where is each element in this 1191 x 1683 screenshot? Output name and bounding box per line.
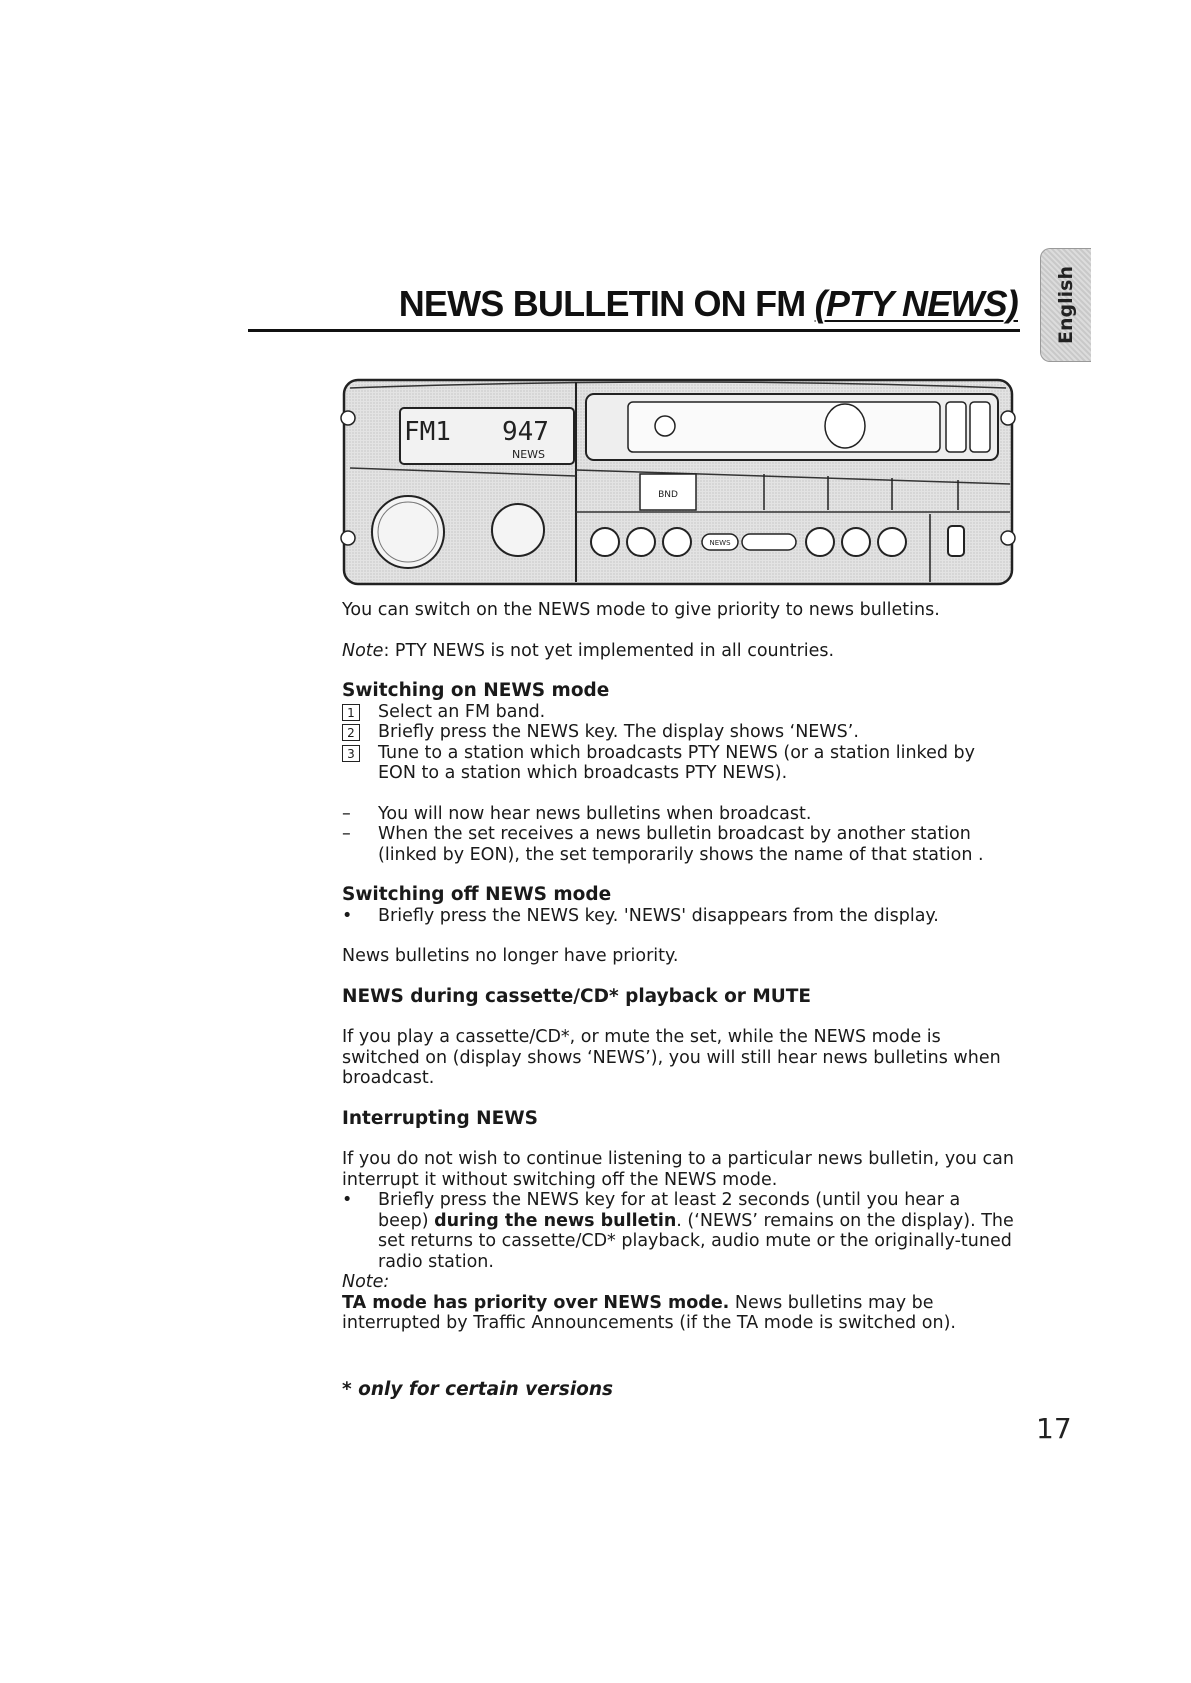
step-text: Briefly press the NEWS key. The display shows ‘NEWS’. [378, 722, 859, 742]
title-underline [248, 329, 1020, 332]
interrupt-bullet [342, 1190, 1014, 1272]
step-text: Select an FM band. [378, 701, 546, 722]
step-2 [342, 722, 1014, 743]
step-number-box: 1 [342, 704, 360, 721]
cassette-paragraph: If you play a cassette/CD*, or mute the set, while the NEWS mode is switched on (display shows ‘NEWS’), you will still hear news bulletins when broadcast. [342, 1027, 1001, 1088]
switch-off-after: News bulletins no longer have priority. [342, 946, 679, 966]
bullet-item [342, 906, 1014, 927]
car-radio-illustration [340, 378, 1016, 586]
step-text: Tune to a station which broadcasts PTY NEWS (or a station linked by EON to a station which broadcasts PTY NEWS). [378, 742, 975, 783]
cassette-heading: NEWS during cassette/CD* playback or MUTE [342, 985, 812, 1007]
interrupt-heading: Interrupting NEWS [342, 1107, 538, 1129]
result-text: You will now hear news bulletins when broadcast. [378, 803, 812, 824]
result-item [342, 804, 1014, 825]
news-key-label: NEWS [709, 539, 731, 547]
title-italic-text: (PTY NEWS) [814, 283, 1018, 324]
dash-marker: – [342, 824, 351, 844]
note-bold-text: TA mode has priority over NEWS mode. [342, 1292, 730, 1313]
footnote: * only for certain versions [342, 1378, 614, 1400]
note-label: Note [342, 640, 384, 661]
display-news-indicator: NEWS [512, 448, 546, 461]
note-text: : PTY NEWS is not yet implemented in all countries. [383, 640, 835, 661]
bullet-marker: • [342, 1190, 353, 1210]
step-number-box: 2 [342, 724, 360, 741]
switch-off-heading: Switching off NEWS mode [342, 884, 612, 905]
bullet-bold-text: during the news bulletin [434, 1210, 677, 1231]
step-1 [342, 702, 1014, 723]
manual-body [342, 600, 1014, 1400]
bnd-key-label: BND [658, 490, 678, 500]
bullet-text: Briefly press the NEWS key. 'NEWS' disappears from the display. [378, 905, 939, 926]
bullet-text-end: . (‘NEWS’ remains on the display). The set returns to cassette/CD* playback, audio mute or the originally-tuned radio station. [378, 1210, 1014, 1272]
switch-on-heading: Switching on NEWS mode [342, 680, 610, 701]
volume-knob [372, 496, 444, 568]
interrupt-paragraph: If you do not wish to continue listening to a particular news bulletin, you can interrupt it without switching off the NEWS mode. [342, 1149, 1014, 1190]
interrupt-note [342, 1293, 1014, 1334]
display-frequency: 947 [502, 417, 549, 447]
dash-marker: – [342, 803, 351, 824]
step-3 [342, 743, 1014, 784]
interrupt-note-label: Note: [342, 1272, 390, 1292]
display-band: FM1 [404, 417, 451, 447]
result-item [342, 824, 1014, 865]
page-number: 17 [1036, 1412, 1072, 1445]
language-tab-label: English [1055, 266, 1077, 344]
language-tab [1040, 248, 1091, 362]
title-text: NEWS BULLETIN ON FM [398, 283, 815, 324]
step-number-box: 3 [342, 745, 360, 762]
bullet-text: Briefly press the NEWS key for at least 2 seconds (until you hear a beep) [378, 1190, 961, 1231]
note-text: News bulletins may be interrupted by Traffic Announcements (if the TA mode is switched on). [342, 1292, 956, 1333]
result-text: When the set receives a news bulletin broadcast by another station (linked by EON), the set temporarily shows the name of that station . [378, 824, 984, 865]
bullet-marker: • [342, 905, 353, 926]
page-title [250, 283, 1018, 325]
intro-paragraph: You can switch on the NEWS mode to give priority to news bulletins. [342, 600, 940, 620]
note-paragraph [342, 641, 1014, 662]
tone-knob [492, 504, 544, 556]
